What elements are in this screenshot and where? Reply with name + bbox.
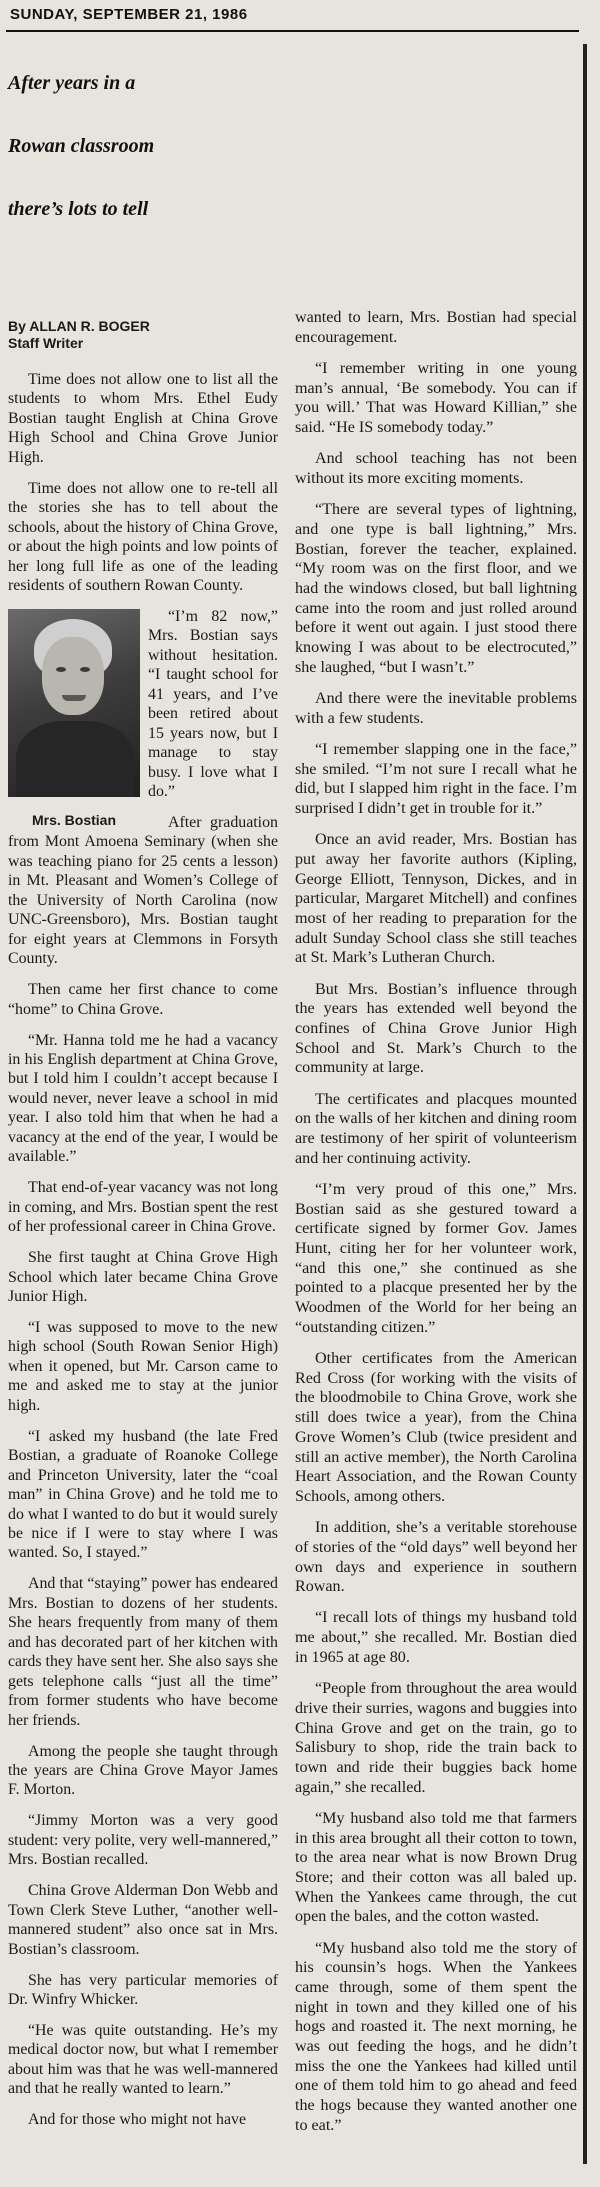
paragraph: “I remember writing in one young man’s annual, ‘Be somebody. You can if you will.’ That was Howard Killian,” she said. “He IS somebody today.” (295, 359, 577, 437)
paragraph: And that “staying” power has endeared Mrs. Bostian to dozens of her students. She hears frequently from many of them and has decorated part of her kitchen with cards they have sent her. She also says she gets telephone calls “just all the time” from former students who have become her friends. (8, 1575, 278, 1729)
paragraph: “He was quite outstanding. He’s my medical doctor now, but what I remember about him was that he was well-mannered and that he really wanted to learn.” (8, 2021, 278, 2098)
article-column-left (8, 318, 278, 2141)
portrait-photo (8, 609, 140, 797)
paragraph: wanted to learn, Mrs. Bostian had special encouragement. (295, 309, 577, 346)
paragraph: “I was supposed to move to the new high school (South Rowan Senior High) when it opened, but Mr. Carson came to me and asked me to stay at the junior high. (8, 1318, 278, 1414)
paragraph: “I asked my husband (the late Fred Bostian, a graduate of Roanoke College and Princeton University, later the “coal man” in China Grove) and he told me to do what I wanted to do but it would surely be nice if I were to stay where I was wanted. So, I stayed.” (8, 1427, 278, 1562)
photo-caption: Mrs. Bostian (31, 811, 116, 828)
paragraph: Time does not allow one to list all the students to whom Mrs. Ethel Eudy Bostian taught English at China Grove High School and China Grove Junior High. (8, 371, 278, 466)
paragraph: That end-of-year vacancy was not long in coming, and Mrs. Bostian spent the rest of her professional career in China Grove. (8, 1179, 278, 1236)
photo-block (8, 609, 140, 830)
byline-title: Staff Writer (8, 335, 84, 351)
dateline: SUNDAY, SEPTEMBER 21, 1986 (10, 6, 248, 23)
paragraph: Other certificates from the American Red Cross (for working with the visits of the bloodmobile to China Grove, work she still does twice a year), from the China Grove Women’s Club (twice president and still an active member), the North Carolina Heart Association, and the Rowan County Schools, among others. (295, 1350, 577, 1505)
paragraph: Once an avid reader, Mrs. Bostian has put away her favorite authors (Kipling, George Elliott, Tennyson, Dickes, and in particular, Margaret Mitchell) and confines most of her reading to preparation for the adult Sunday School class she still teaches at St. Mark’s Lutheran Church. (295, 831, 577, 967)
article-column-right (295, 308, 577, 2147)
paragraph: “I remember slapping one in the face,” she smiled. “I’m not sure I recall what he did, but I slapped him right in the face. I’m surprised I didn’t get in trouble for it.” (295, 740, 577, 817)
byline (8, 318, 278, 352)
paragraph: The certificates and placques mounted on the walls of her kitchen and dining room are testimony of her spirit of volunteerism and her continuing activity. (295, 1090, 577, 1167)
paragraph: In addition, she’s a veritable storehouse of stories of the “old days” well beyond her own days and experience in southern Rowan. (295, 1519, 577, 1596)
paragraph: She has very particular memories of Dr. Winfry Whicker. (8, 1971, 278, 2008)
headline-line: After years in a (8, 72, 136, 94)
paragraph: “My husband also told me the story of his counsin’s hogs. When the Yankees came through, some of them spent the night in town and they killed one of his hogs and roasted it. The next morning, he was out feeding the hogs, and he didn’t miss the one the Yankees had killed until one of them told him to go ahead and feed the hogs because they wanted another one to eat.” (295, 1939, 577, 2134)
paragraph: Then came her first chance to come “home” to China Grove. (8, 981, 278, 1018)
paragraph: But Mrs. Bostian’s influence through the years has extended well beyond the confines of China Grove Junior High School and St. Mark’s Church to the community at large. (295, 980, 577, 1077)
paragraph: “I’m 82 now,” Mrs. Bostian says without hesitation. “I taught school for 41 years, and I’ve been retired about 15 years now, but I manage to stay busy. I love what I do.” (148, 607, 278, 801)
headline-line: there’s lots to tell (8, 198, 149, 220)
byline-name: By ALLAN R. BOGER (8, 318, 150, 334)
paragraph: “I’m very proud of this one,” Mrs. Bostian said as she gestured toward a certificate signed by former Gov. James Hunt, citing her for her volunteer work, “and this one,” she continued as she pointed to a placque presented her by the Woodmen of the World for her being an “outstanding citizen.” (295, 1180, 577, 1336)
headline-line: Rowan classroom (8, 135, 155, 157)
paragraph: “I recall lots of things my husband told me about,” she recalled. Mr. Bostian died in 1965 at age 80. (295, 1609, 577, 1666)
paragraph: “Jimmy Morton was a very good student: very polite, very well-mannered,” Mrs. Bostian recalled. (8, 1812, 278, 1869)
paragraph: “There are several types of lightning, and one type is ball lightning,” Mrs. Bostian, forever the teacher, explained. “My room was on the first floor, and we had the windows closed, but ball lightning came into the room and just rolled around before it went out again. I just stood there knowing I was about to be electrocuted,” she laughed, “but I wasn’t.” (295, 501, 577, 676)
paragraph: And school teaching has not been without its more exciting moments. (295, 450, 577, 487)
paragraph: She first taught at China Grove High School which later became China Grove Junior High. (8, 1249, 278, 1305)
paragraph: “People from throughout the area would drive their surries, wagons and buggies into China Grove and get on the train, go to Salisbury to shop, ride the train back to town and ride their buggies back home again,” she recalled. (295, 1680, 577, 1796)
paragraph: “Mr. Hanna told me he had a vacancy in his English department at China Grove, but I told him I couldn’t accept because I would never, never leave a school in mid year. I also told him that when he had a vacancy at the end of the year, I would be available.” (8, 1031, 278, 1166)
paragraph: China Grove Alderman Don Webb and Town Clerk Steve Luther, “another well-mannered student” also once sat in Mrs. Bostian’s classroom. (8, 1882, 278, 1958)
paragraph: After graduation from Mont Amoena Seminary (when she was teaching piano for 25 cents a lesson) in Mt. Pleasant and Women’s College of the University of North Carolina (now UNC-Greensboro), Mrs. Bostian taught for eight years at Clemmons in Forsyth County. (8, 814, 278, 968)
paragraph: Time does not allow one to re-tell all the stories she has to tell about the schools, about the history of China Grove, or about the high points and low points of her long full life as one of the leading residents of southern Rowan County. (8, 479, 278, 595)
headline (8, 52, 578, 241)
paragraph: “My husband also told me that farmers in this area brought all their cotton to town, to the area near what is now Brown Drug Store; and their cotton was all baled up. When the Yankees came through, the cut open the bales, and the cotton wasted. (295, 1809, 577, 1926)
paragraph: And there were the inevitable problems with a few students. (295, 689, 577, 727)
paragraph: Among the people she taught through the years are China Grove Mayor James F. Morton. (8, 1742, 278, 1799)
adjacent-column-rule (583, 44, 587, 2164)
top-rule (6, 30, 579, 32)
paragraph: And for those who might not have (28, 2111, 247, 2129)
